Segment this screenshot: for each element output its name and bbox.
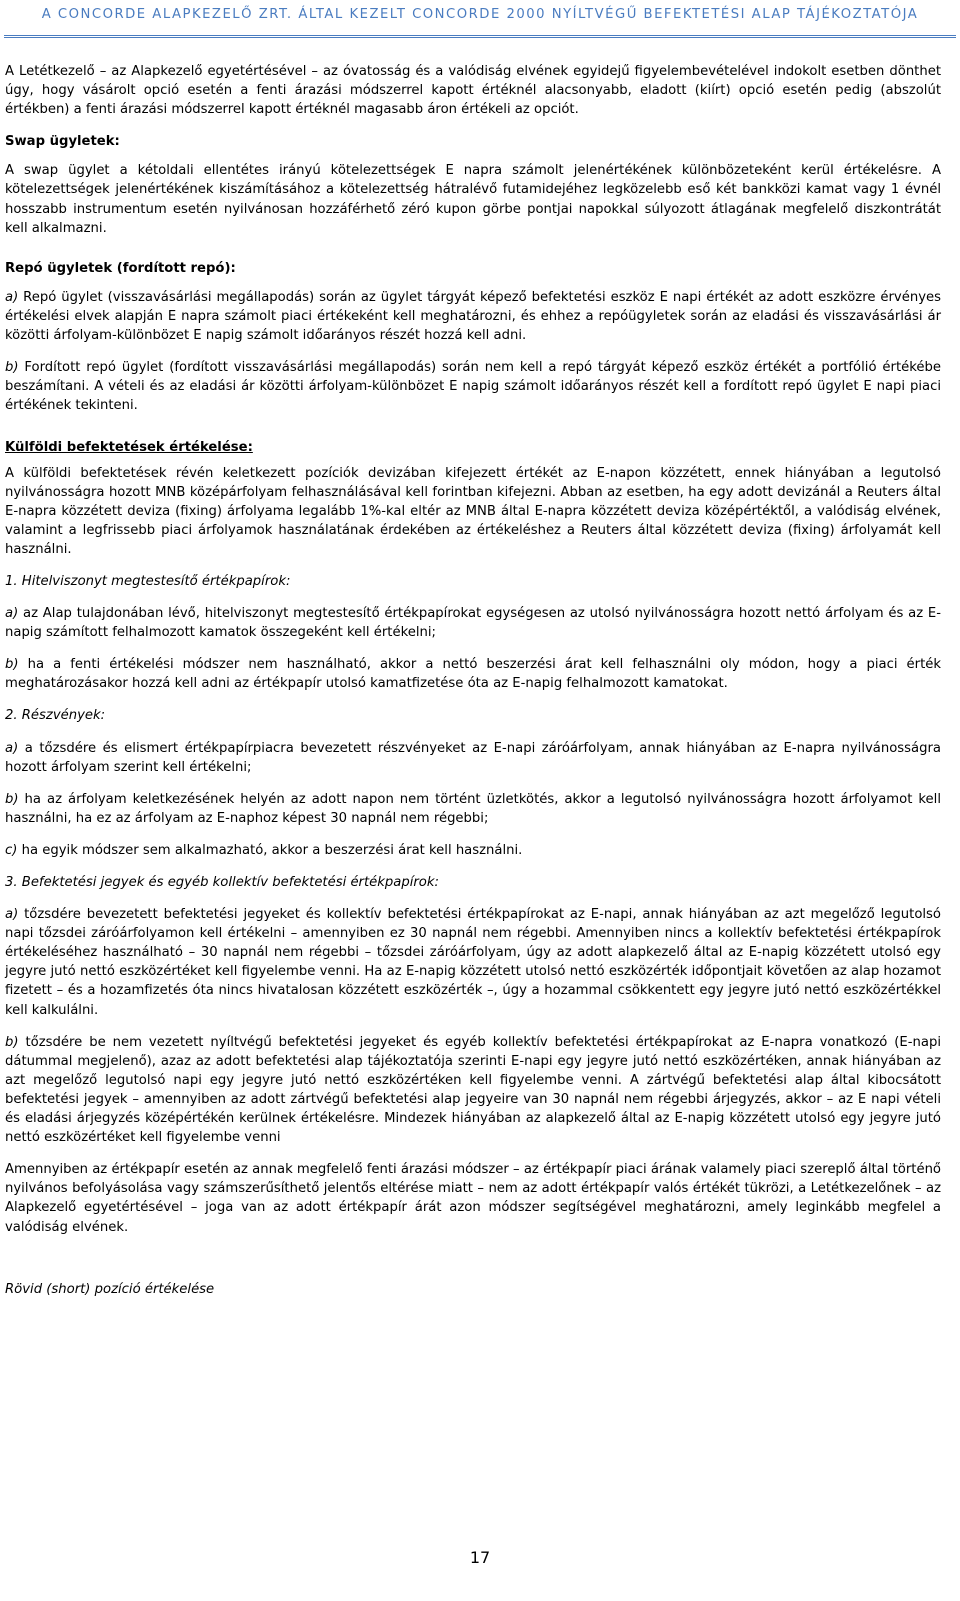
closing-paragraph: Amennyiben az értékpapír esetén az annak megfelelő fenti árazási módszer – az értékpapír piaci árának valamely piaci szereplő által történő nyilvános befolyásolása vagy számszerűsíthető jelentős eltérése miatt – nem az adott értékpapír valós értékét tükrözi, a Letétkezelőnek – az Alapkezelő egyetértésével – joga van az adott értékpapír árát azon módszer segítségével meghatározni, amely leginkább megfelel a valódiság elvének. (5, 1162, 941, 1235)
item-text: ha egyik módszer sem alkalmazható, akkor a beszerzési árat kell használni. (21, 842, 523, 858)
section-3-item-b (5, 1033, 941, 1148)
item-marker: a) (5, 907, 19, 923)
document-body (5, 62, 941, 1312)
repo-item-a (5, 288, 941, 345)
section-3-title: 3. Befektetési jegyek és egyéb kollektív befektetési értékpapírok: (5, 875, 439, 890)
item-text: ha a fenti értékelési módszer nem használható, akkor a nettó beszerzési árat kell felhasználni oly módon, hogy a piaci érték meghatározásakor hozzá kell adni az értékpapír utolsó kamatfizetése óta az E-napig felhalmozott kamatokat. (5, 657, 941, 692)
swap-paragraph: A swap ügylet a kétoldali ellentétes irányú kötelezettségek E napra számolt jelenértékének különbözeteként kerül értékelésre. A kötelezettségek jelenértékének kiszámításához a kötelezettség hátralévő futamidejéhez legközelebb eső két bankközi kamat vagy 1 évnél hosszabb instrumentum esetén nyilvánosan hozzáférhető zéró kupon görbe pontjai napokkal súlyozott átlagának megfelelő diszkontrátát kell alkalmazni. (5, 163, 941, 236)
spacer (5, 249, 941, 259)
section-1-title: 1. Hitelviszonyt megtestesítő értékpapírok: (5, 573, 291, 589)
section-2-item-c (5, 841, 941, 860)
item-text: a tőzsdére és elismert értékpapírpiacra bevezetett részvényeket az E-napi záróárfolyam, annak hiányában az E-napra nyilvánosságra hozott árfolyam szerint kell értékelni; (5, 740, 941, 775)
section-1-item-a (5, 604, 941, 642)
foreign-paragraph: A külföldi befektetések révén keletkezett pozíciók devizában kifejezett értékét az E-napon közzétett, ennek hiányában a legutolsó nyilvánosságra hozott MNB középárfolyam felhasználásával kell forintban kifejezni. Abban az esetben, ha egy adott devizánál a Reuters által E-napra közzétett deviza (fixing) árfolyama legalább 1%-kal eltér az MNB által E-napra közzétett deviza középértéktől, a valódiság elvének, valamint a legfrissebb piaci árfolyamok használatának érdekében az értékeléshez a Reuters által közzétett deviza (fixing) árfolyamát kell használni. (5, 465, 941, 557)
item-marker: b) (5, 360, 19, 376)
item-marker: b) (5, 657, 19, 673)
item-marker: a) (5, 289, 19, 305)
spacer (5, 1250, 941, 1280)
intro-paragraph: A Letétkezelő – az Alapkezelő egyetértésével – az óvatosság és a valódiság elvének egyidejű figyelembevételével indokolt esetben dönthet úgy, hogy vásárolt opció esetén a fenti árazási módszerrel kapott értéknél alacsonyabb, eladott (kiírt) opció esetén pedig (abszolút értékben) a fenti árazási módszerrel kapott értéknél magasabb áron értékeli az opciót. (5, 64, 941, 118)
repo-item-b (5, 358, 941, 415)
foreign-heading: Külföldi befektetések értékelése: (5, 440, 253, 456)
section-1-item-b (5, 655, 941, 693)
page-header: A CONCORDE ALAPKEZELŐ ZRT. ÁLTAL KEZELT CONCORDE 2000 NYÍLTVÉGŰ BEFEKTETÉSI ALAP TÁJÉKOZTATÓJA (41, 7, 919, 22)
repo-heading: Repó ügyletek (fordított repó): (5, 260, 236, 276)
item-marker: a) (5, 740, 19, 756)
item-text: tőzsdére bevezetett befektetési jegyeket és kollektív befektetési értékpapírokat az E-napi, annak hiányában az azt megelőző legutolsó napi tőzsdei záróárfolyamon kell értékelni – amennyiben ez 30 napnál nem régebbi. Amennyiben nincs a kollektív befektetési értékpapírok értékeléséhez használható – 30 napnál nem régebbi – tőzsdei záróárfolyam, úgy az adott alapkezelő által az E-napig közzétett utolsó egy jegyre jutó nettó eszközértéket kell figyelembe venni. Ha az E-napig közzétett utolsó nettó eszközérték időpontjait követően az alap hozamot fizetett – és a hozamfizetés óta nincs hivatalosan közzétett eszközérték –, úgy a hozammal csökkentett egy jegyre jutó nettó eszközértékkel kell kalkulálni. (5, 907, 941, 1018)
item-text: ha az árfolyam keletkezésének helyén az adott napon nem történt üzletkötés, akkor a legutolsó nyilvánosságra hozott árfolyamot kell használni, ha ez az árfolyam az E-naphoz képest 30 napnál nem régebbi; (5, 791, 941, 826)
section-3-item-a (5, 905, 941, 1020)
item-marker: a) (5, 606, 19, 622)
item-text: Fordított repó ügylet (fordított visszavásárlási megállapodás) során nem kell a repó tárgyát képező eszköz értékét a portfólió értékébe beszámítani. A vételi és az eladási ár közötti árfolyam-különbözet E napig számolt időarányos részét kell a fordított repó ügylet E napi piaci értékének tekinteni. (5, 360, 941, 414)
item-marker: b) (5, 791, 19, 807)
item-text: tőzsdére be nem vezetett nyíltvégű befektetési jegyeket és egyéb kollektív befektetési értékpapírokat az E-napra vonatkozó (E-napi dátummal megjelenő), azaz az adott befektetési alap tájékoztatója szerinti E-napi egy jegyre jutó nettó eszközértéken, annak hiányában az azt megelőző legutolsó napi egy jegyre jutó nettó eszközértéken kell figyelembe venni. A zártvégű befektetési alap által kibocsátott befektetési jegyek – amennyiben az adott zártvégű befektetési alap jegyeire van 30 napnál nem régebbi árjegyzés, akkor – az E napi vételi és eladási árjegyzés középértékén kerülnek értékelésre. Mindezek hiányában az alapkezelő által az E-napig közzétett utolsó egy jegyre jutó nettó eszközértéket kell figyelembe venni (5, 1034, 941, 1146)
item-text: Repó ügylet (visszavásárlási megállapodás) során az ügylet tárgyát képező befektetési eszköz E napi értékét az adott eszközre érvényes értékelési elvek alapján E napra számolt piaci értékeként kell meghatározni, és ehhez a repóügyletek során az eladási és visszavásárlási ár közötti árfolyam-különbözet E napig számolt időarányos részét hozzá kell adni. (5, 289, 941, 344)
section-2-item-b (5, 790, 941, 828)
section-2-item-a (5, 739, 941, 777)
item-text: az Alap tulajdonában lévő, hitelviszonyt megtestesítő értékpapírokat egységesen az utolsó nyilvánosságra hozott nettó árfolyam és az E-napig számított felhalmozott kamatok összegeként kell értékelni; (5, 606, 941, 641)
header-divider (4, 35, 956, 38)
item-marker: c) (5, 842, 18, 858)
page-number: 17 (469, 1548, 491, 1567)
section-2-title: 2. Részvények: (5, 708, 106, 724)
item-marker: b) (5, 1034, 19, 1050)
swap-heading: Swap ügyletek: (5, 134, 120, 150)
short-position-title: Rövid (short) pozíció értékelése (5, 1281, 215, 1297)
spacer (5, 428, 941, 438)
